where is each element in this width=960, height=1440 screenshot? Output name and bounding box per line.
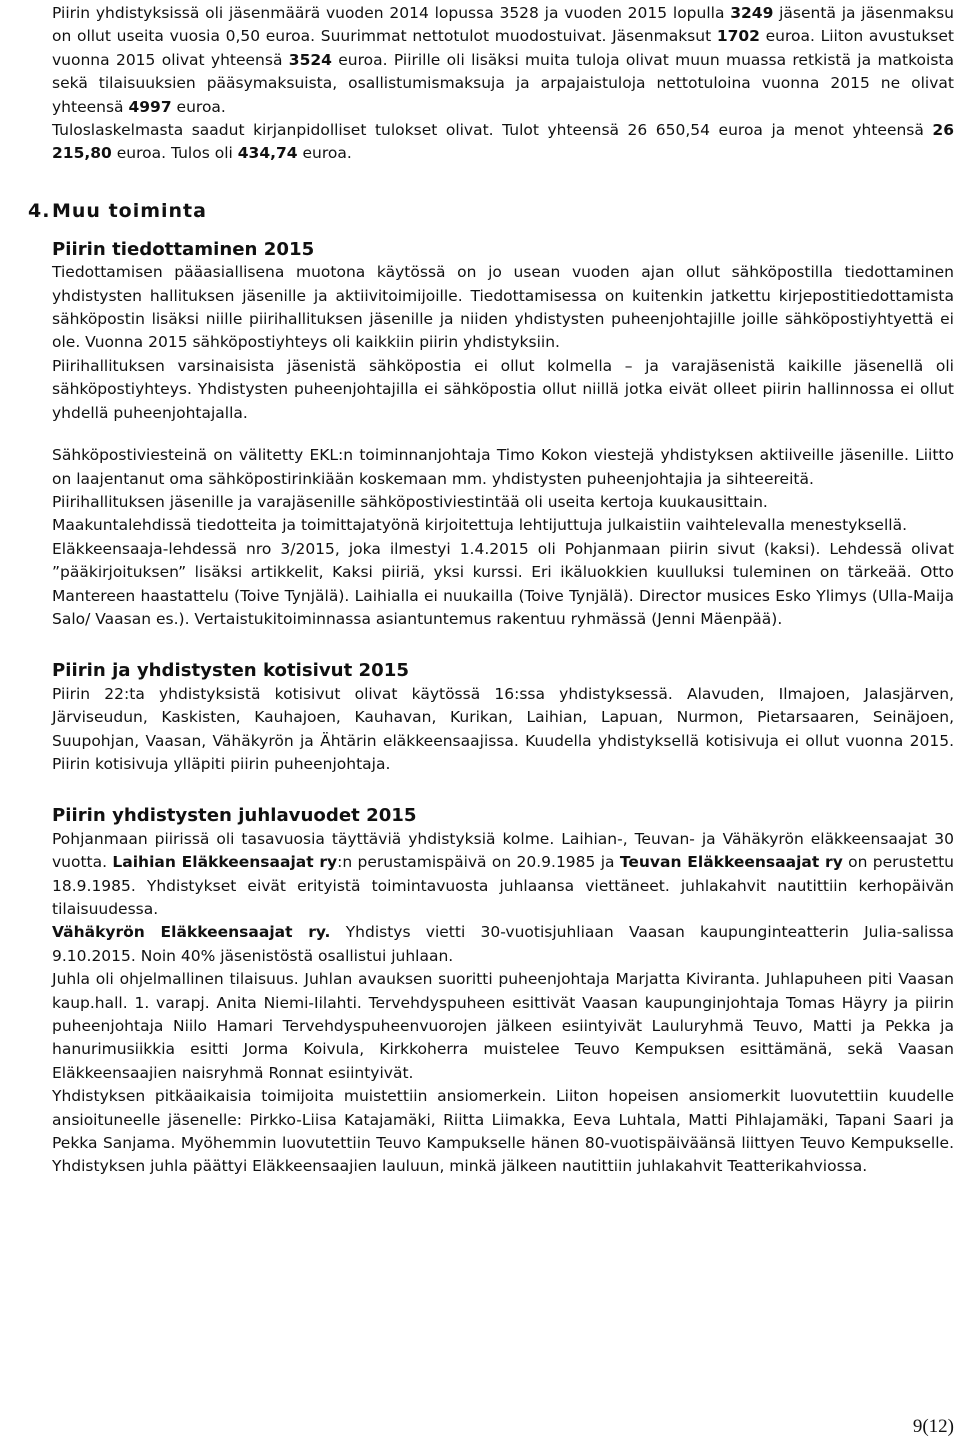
text-run: :n perustamispäivä on 20.9.1985 ja bbox=[337, 853, 620, 872]
juhlavuodet-paragraph-4: Yhdistyksen pitkäaikaisia toimijoita muistettiin ansiomerkein. Liiton hopeisen ansiomerkit luovutettiin kuudelle ansioituneelle jäsenelle: Pirkko-Liisa Katajamäki, Riitta Liimakka, Eeva Luhtala, Matti Pihlajamäki, Tapani Saari ja Pekka Sanjama. Myöhemmin luovutettiin Teuvo Kampukselle hänen 80-vuotispäiväänsä liittyen Teuvo Kempukselle. Yhdistyksen juhla päättyi Eläkkeensaajien lauluun, minkä jälkeen nautittiin juhlakahvit Teatterikahviossa. bbox=[52, 1087, 954, 1176]
kotisivut-paragraph: Piirin 22:ta yhdistyksistä kotisivut olivat käytössä 16:ssa yhdistyksessä. Alavuden, Ilmajoen, Jalasjärven, Järviseudun, Kaskisten, Kauhajoen, Kauhavan, Kurikan, Laihian, Lapuan, Nurmon, Pietarsaaren, Seinäjoen, Suupohjan, Vaasan, Vähäkyrön ja Ähtärin eläkkeensaajissa. Kuudella yhdistyksellä kotisivuja ei ollut vuonna 2015. Piirin kotisivuja ylläpiti piirin puheenjohtaja. bbox=[52, 684, 954, 773]
tiedotus-paragraph-3: Sähköpostiviesteinä on välitetty EKL:n toiminnanjohtaja Timo Kokon viestejä yhdistyksen aktiiveille jäsenille. Liitto on laajentanut oma sähköpostirinkiään koskemaan mm. yhdistysten puheenjohtajia ja sihteereitä. bbox=[52, 446, 954, 488]
expenses-total: 26 215,80 bbox=[52, 121, 954, 163]
juhlavuodet-paragraph-3: Juhla oli ohjelmallinen tilaisuus. Juhlan avauksen suoritti puheenjohtaja Marjatta Kiviranta. Juhlapuheen piti Vaasan kaup.hall. 1. varapj. Anita Niemi-Iilahti. Tervehdyspuheen esittivät Vaasan kaupunginjohtaja Tomas Häyry ja piirin puheenjohtaja Niilo Hamari Tervehdyspuheenvuorojen jälkeen esiintyivät Lauluryhmä Teuvo, Matti ja Pekka ja hanurimusiikkia esitti Jorma Koivula, Kirkkoherra muistelee Teuvo Kempuksen esittämänä, sekä Vaasan Eläkkeensaajien naisryhmä Ronnat esiintyivät. bbox=[52, 970, 954, 1082]
income-statement-paragraph bbox=[52, 119, 954, 166]
text-run: Piirin yhdistyksissä oli jäsenmäärä vuoden 2014 lopussa 3528 ja vuoden 2015 lopulla bbox=[52, 4, 731, 22]
text-run: on perustettu 18.9.1985. Yhdistykset eivät erityistä toimintavuosta juhlaansa viettäneet. juhlakahvit nautittiin kerhopäivän tilaisuudessa. bbox=[52, 853, 955, 918]
subheading-kotisivut: Piirin ja yhdistysten kotisivut 2015 bbox=[52, 660, 409, 682]
result-amount: 434,74 bbox=[237, 144, 298, 163]
association-name-laihia: Laihian Eläkkeensaajat ry bbox=[112, 853, 338, 872]
other-income-amount: 4997 bbox=[128, 97, 172, 116]
tiedotus-paragraph-2: Piirihallituksen varsinaisista jäsenistä sähköpostia ei ollut kolmella – ja varajäsenistä kaikille jäsenellä oli sähköpostiyhteys. Yhdistysten puheenjohtajilla ei sähköpostia ollut niillä jotka eivät olleet piirin hallinnossa ei ollut yhdellä puheenjohtajalla. bbox=[52, 356, 954, 422]
section-number: 4. bbox=[28, 199, 51, 222]
membership-paragraph bbox=[52, 2, 954, 119]
text-run: euroa. bbox=[171, 97, 226, 116]
tiedotus-paragraph-4: Piirihallituksen jäsenille ja varajäsenille sähköpostiviestintää oli useita kertoja kuukausittain. bbox=[52, 492, 768, 511]
juhlavuodet-paragraph-2 bbox=[52, 921, 954, 968]
union-grants-amount: 3524 bbox=[288, 50, 332, 69]
membership-fees-amount: 1702 bbox=[716, 27, 760, 46]
tiedotus-paragraph-5: Maakuntalehdissä tiedotteita ja toimittajatyönä kirjoitettuja lehtijuttuja julkaistiin vaihtelevalla menestyksellä. bbox=[52, 516, 908, 535]
section-heading bbox=[28, 198, 954, 224]
text-run: jäsentä ja jäsenmaksu on ollut useita vuosia 0,50 euroa. Suurimmat nettotulot muodostuivat. Jäsenmaksut bbox=[52, 4, 954, 46]
text-run: Yhdistys vietti 30-vuotisjuhliaan Vaasan kaupunginteatterin Julia-salissa 9.10.2015. Noin 40% jäsenistöstä osallistui juhlaan. bbox=[52, 923, 955, 965]
text-run: euroa. Piirille oli lisäksi muita tuloja olivat muun muassa retkistä ja matkoista sekä tilaisuuksien pääsymaksuista, osallistumismaksuja ja arpajaistuloja nettotuloina vuonna 2015 ne olivat yhteensä bbox=[52, 50, 954, 116]
text-run: euroa. Liiton avustukset vuonna 2015 olivat yhteensä bbox=[52, 27, 954, 69]
tiedotus-paragraph-6: Eläkkeensaaja-lehdessä nro 3/2015, joka ilmestyi 1.4.2015 oli Pohjanmaan piirin sivut (kaksi). Lehdessä olivat ”pääkirjoituksen” lisäksi artikkelit, Kaksi piiriä, yksi kurssi. Eri ikäluokkien kuulluksi tuleminen on tärkeää. Otto Mantereen haastattelu (Toive Tynjälä). Laihialla ei nuukailla (Toive Tynjälä). Director musices Esko Ylimys (Ulla-Maija Salo/ Vaasan es.). Vertaistukitoiminnassa asiantuntemus rakentuu ryhmässä (Jenni Mäenpää). bbox=[52, 539, 954, 628]
member-count-2015: 3249 bbox=[730, 4, 774, 22]
text-run: Pohjanmaan piirissä oli tasavuosia täyttäviä yhdistyksiä kolme. Laihian-, Teuvan- ja Vähäkyrön eläkkeensaajat 30 vuotta. bbox=[52, 829, 954, 872]
association-name-vahakyro: Vähäkyrön Eläkkeensaajat ry. bbox=[52, 923, 331, 942]
page-number: 9(12) bbox=[912, 1416, 954, 1437]
text-run: Tuloslaskelmasta saadut kirjanpidolliset tulokset olivat. Tulot yhteensä 26 650,54 euroa ja menot yhteensä bbox=[52, 121, 933, 140]
juhlavuodet-paragraph-1 bbox=[52, 828, 954, 922]
tiedotus-paragraph-1: Tiedottamisen pääasiallisena muotona käytössä on jo usean vuoden ajan ollut sähköpostilla tiedottaminen yhdistysten hallituksen jäsenille ja aktiivitoimijoille. Tiedottamisessa on kuitenkin jatkettu kirjepostitiedottamista sähköpostin lisäksi niille piirihallituksen jäsenille ja niiden yhdistysten puheenjohtajille joille sähköpostiyhtyettä ei ole. Vuonna 2015 sähköpostiyhteys oli kaikkiin piirin yhdistyksiin. bbox=[52, 263, 954, 352]
subheading-tiedottaminen: Piirin tiedottaminen 2015 bbox=[52, 238, 315, 260]
association-name-teuva: Teuvan Eläkkeensaajat ry bbox=[619, 853, 843, 872]
text-run: euroa. bbox=[297, 144, 352, 163]
section-title: Muu toiminta bbox=[52, 199, 207, 222]
text-run: euroa. Tulos oli bbox=[111, 144, 238, 163]
subheading-juhlavuodet: Piirin yhdistysten juhlavuodet 2015 bbox=[52, 805, 417, 827]
